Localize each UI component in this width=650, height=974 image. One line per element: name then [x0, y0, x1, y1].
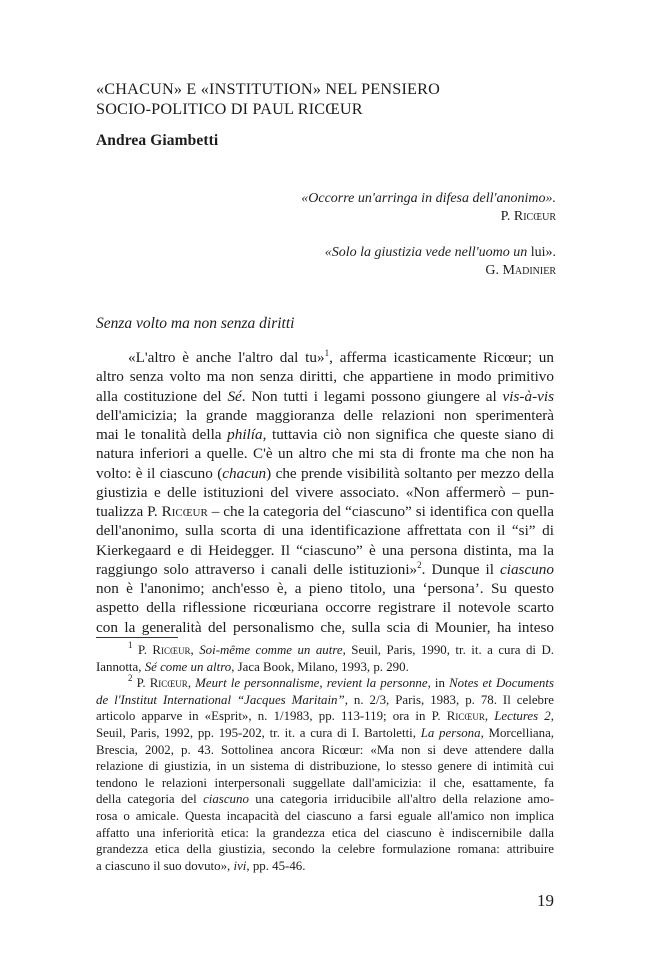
chapter-title [96, 79, 566, 119]
footnote-2-line: grandezza etica della giustizia, secondo la celebre formulazione romana: attribuire [96, 842, 554, 857]
text-run: volto: è il ciascuno ( [96, 464, 223, 482]
section-heading: Senza volto ma non senza diritti [96, 315, 295, 332]
text-run: Seuil, Paris, 1992, pp. 195-202, tr. it. a cura di I. Bartoletti, [96, 725, 421, 740]
footnote-2-line [96, 858, 554, 875]
body-line: dell'amicizia; la grande maggioranza delle relazioni non sperimenterà [96, 406, 554, 424]
body-line [96, 502, 554, 521]
text-run: ciascuno [203, 792, 249, 807]
body-line: non è l'anonimo; anch'esso è, a pieno titolo, una ‘persona’. Su questo [96, 580, 554, 597]
text-run: raggiungo solo attraverso i canali delle istituzioni» [96, 560, 418, 578]
footnote-number: 1 [128, 640, 133, 650]
text-run: , Seuil, Paris, 1990, tr. it. a cura di D. [342, 643, 555, 657]
text-run: della categoria del [96, 792, 204, 807]
body-line: aspetto della riflessione ricœuriana occorre registrare il notevole scarto [96, 599, 554, 617]
text-run: P. [132, 676, 150, 691]
text-run: P. [132, 643, 153, 657]
text-run: Ricœur [149, 676, 188, 691]
footnote-1-line [96, 642, 554, 659]
footnote-2-line [96, 708, 554, 725]
text-run: Iannotta, [96, 659, 145, 674]
text-run: , tuttavia ciò non significa che queste siano di [262, 426, 554, 443]
text-run: una categoria irriducibile all'altro della relazione amo- [248, 792, 554, 807]
footnote-2-line [96, 791, 554, 808]
body-line: natura inferiori a quelle. C'è un altro che mi sta di fronte ma che non ha [96, 445, 554, 463]
footnote-2-line [96, 725, 554, 742]
text-run: , afferma icasticamente Ricœur; un [329, 349, 554, 366]
text-run: , in [427, 676, 450, 691]
epigraph-2-quote-italic: «Solo la giustizia vede nell'uomo un [324, 245, 528, 260]
body-line: altro senza volto ma non senza diritti, che appartiene in modo primitivo [96, 368, 554, 386]
body-line: dell'anonimo, sulla scorta di una identificazione affrettata con il “si” di [96, 522, 554, 540]
body-line: giustizia e delle istituzioni del vivere associato. «Non affermerò – pun- [96, 483, 554, 501]
text-run: , n. 2/3, Paris, 1983, p. 78. Il celebre [344, 692, 554, 707]
footnote-2-line: affatto una inferiorità etica: la grandezza etica del ciascuno è indiscernibile dalla [96, 825, 554, 840]
text-run: vis-à-vis [502, 387, 554, 405]
footnote-2-line: tendono le relazioni interpersonali suggellate dall'amicizia: il che, esattamente, fa [96, 775, 554, 790]
text-run: . Non tutti i legami possono giungere al [241, 387, 503, 405]
body-line [96, 560, 554, 579]
text-run: , [484, 709, 495, 724]
text-run: Sé [227, 387, 242, 405]
footnote-divider [96, 637, 178, 638]
text-run: Sé come un altro [144, 659, 232, 674]
footnote-2-line [96, 692, 554, 709]
text-run: Ricœur [161, 503, 208, 520]
epigraph-2-source: G. Madinier [485, 263, 556, 278]
text-run: de l'Institut International “Jacques Maritain” [96, 692, 345, 707]
body-line [96, 425, 554, 444]
text-run: articolo apparve in «Esprit», n. 1/1983, pp. 113-119; ora in P. [96, 709, 447, 724]
text-run: – che la categoria del “ciascuno” si identifica con quella [207, 503, 554, 520]
text-run: , [190, 643, 200, 657]
text-run: , [550, 709, 554, 724]
text-run: Ricœur [152, 643, 191, 657]
text-run: Notes et Documents [449, 676, 554, 691]
text-run: Ricœur [446, 709, 485, 724]
text-run: Lectures 2 [494, 709, 551, 724]
title-line-2: SOCIO-POLITICO DI PAUL RICŒUR [96, 100, 363, 118]
epigraph-2 [325, 244, 556, 280]
epigraph-2-quote-roman: lui». [527, 245, 556, 260]
epigraph-1-source: P. Ricœur [500, 209, 556, 224]
author-name: Andrea Giambetti [96, 132, 219, 149]
text-run: a ciascuno il suo dovuto», [96, 858, 234, 873]
body-line [96, 387, 554, 406]
body-line: Kierkegaard e di Heidegger. Il “ciascuno” è una persona distinta, ma la [96, 541, 554, 559]
text-run: ivi [233, 858, 247, 873]
epigraph-1 [301, 190, 556, 226]
footnote-2-line: Brescia, 2002, p. 43. Sottolinea ancora Ricœur: «Ma non si deve attendere dalla [96, 742, 554, 757]
text-run: , pp. 45-46. [246, 858, 306, 873]
text-run: philía [227, 426, 263, 443]
text-run: tualizza P. [96, 503, 162, 520]
text-run: La persona [420, 725, 481, 740]
text-run: Soi-même comme un autre [199, 643, 343, 657]
footnote-number: 2 [128, 673, 133, 684]
footnote-2-line: relazione di giustizia, in un sistema di distribuzione, lo stesso genere di intimità cui [96, 759, 554, 774]
footnotes [96, 642, 554, 874]
text-run: ) che prende visibilità soltanto per mezzo della [266, 464, 554, 482]
body-line: con la generalità del personalismo che, sulla scia di Mounier, ha inteso [96, 618, 554, 636]
text-run: ciascuno [500, 560, 554, 578]
footnote-ref-1[interactable]: 1 [324, 348, 330, 358]
body-line [96, 464, 554, 483]
text-run: Meurt le personnalisme, revient la personne [195, 676, 428, 691]
text-run: «L'altro è anche l'altro dal tu» [128, 349, 325, 366]
text-run: , Jaca Book, Milano, 1993, p. 290. [231, 659, 409, 674]
text-run: , [187, 676, 196, 691]
body-text [96, 348, 554, 637]
page-number: 19 [537, 891, 554, 910]
footnote-ref-2[interactable]: 2 [417, 559, 422, 570]
body-line [96, 348, 554, 367]
title-line-1: «CHACUN» E «INSTITUTION» NEL PENSIERO [96, 80, 441, 98]
epigraph-1-quote: «Occorre un'arringa in difesa dell'anonimo». [301, 191, 556, 206]
footnote-2-line: rosa o amicale. Questa incapacità del ciascuno a farsi eguale all'amico non implica [96, 808, 554, 823]
text-run: , Morcelliana, [480, 725, 555, 740]
text-run: alla costituzione del [96, 387, 228, 405]
text-run: mai le tonalità della [96, 426, 228, 443]
text-run: . Dunque il [421, 560, 500, 578]
epigraph-2-quote [325, 244, 556, 262]
footnote-2-line [96, 675, 554, 692]
text-run: chacun [222, 464, 267, 482]
footnote-1-line [96, 659, 554, 676]
